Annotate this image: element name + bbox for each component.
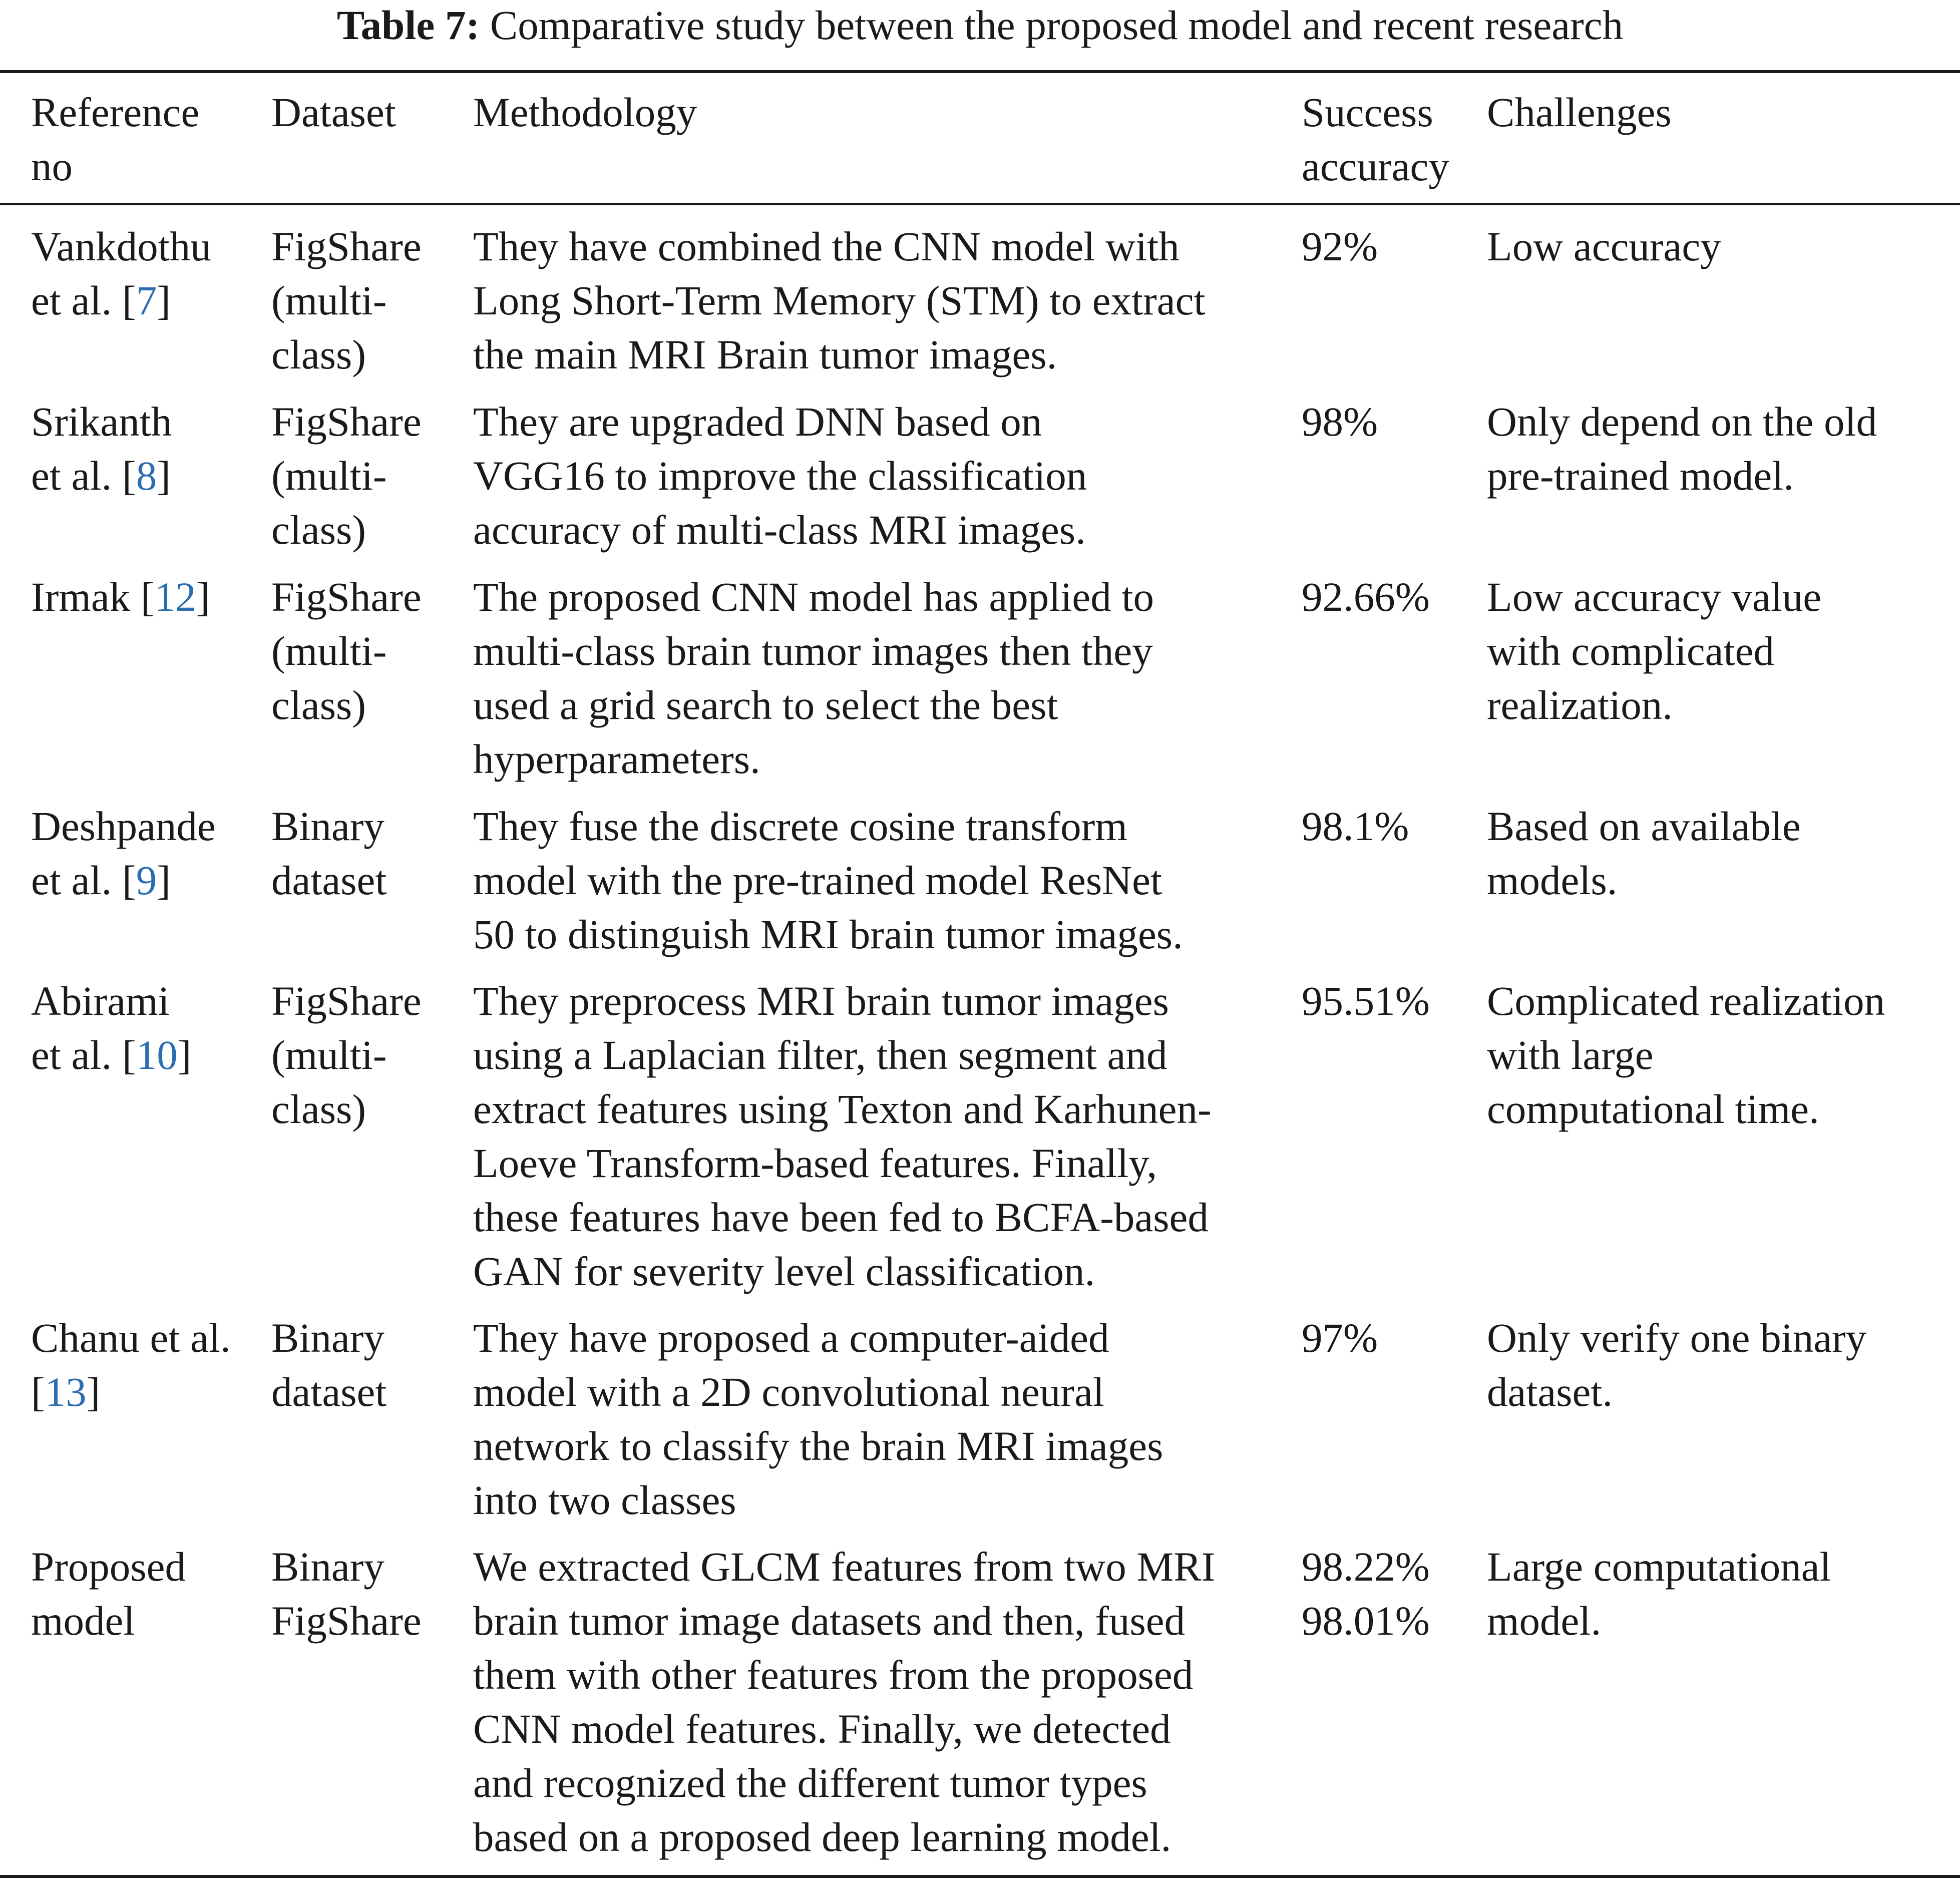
- reference-text: ]: [86, 1369, 101, 1415]
- table-caption: [0, 0, 1960, 50]
- cell-reference: [31, 570, 266, 624]
- cell-dataset: FigShare (multi- class): [271, 978, 422, 1132]
- reference-text: ]: [157, 277, 171, 323]
- cell-challenges: Low accuracy: [1487, 223, 1721, 269]
- cell-challenges: Complicated realization with large computational time.: [1487, 978, 1885, 1132]
- citation-link[interactable]: 13: [45, 1369, 87, 1415]
- header-reference: Reference no: [31, 89, 200, 189]
- reference-text: Irmak [: [31, 574, 155, 620]
- reference-text: ]: [177, 1032, 192, 1078]
- cell-dataset: FigShare (multi- class): [271, 223, 422, 378]
- cell-dataset: Binary FigShare: [271, 1544, 422, 1644]
- cell-dataset: FigShare (multi- class): [271, 399, 422, 553]
- cell-methodology: They have proposed a computer-aided model with a 2D convolutional neural network to classify the brain MRI images into two classes: [473, 1315, 1163, 1523]
- table-header-rule: [0, 203, 1960, 205]
- table-top-rule: [0, 70, 1960, 73]
- reference-text: Vankdothu et al. [: [31, 223, 211, 323]
- cell-reference: [31, 974, 266, 1082]
- reference-text: Chanu et al. [: [31, 1315, 231, 1415]
- reference-text: Abirami et al. [: [31, 978, 170, 1078]
- cell-challenges: Only verify one binary dataset.: [1487, 1315, 1867, 1415]
- cell-methodology: The proposed CNN model has applied to multi-class brain tumor images then they used a grid search to select the best hyperparameters.: [473, 574, 1154, 782]
- citation-link[interactable]: 12: [154, 574, 196, 620]
- cell-methodology: They have combined the CNN model with Long Short-Term Memory (STM) to extract the main MRI Brain tumor images.: [473, 223, 1206, 378]
- table-caption-label: Table 7:: [336, 2, 480, 48]
- citation-link[interactable]: 8: [136, 453, 157, 499]
- citation-link[interactable]: 10: [136, 1032, 178, 1078]
- cell-reference: [31, 799, 266, 907]
- cell-reference: [31, 1311, 266, 1419]
- cell-accuracy: 98.1%: [1302, 803, 1409, 849]
- cell-dataset: FigShare (multi- class): [271, 574, 422, 728]
- citation-link[interactable]: 9: [136, 857, 157, 903]
- cell-accuracy: 92.66%: [1302, 574, 1430, 620]
- cell-challenges: Based on available models.: [1487, 803, 1801, 903]
- cell-methodology: We extracted GLCM features from two MRI brain tumor image datasets and then, fused them with other features from the proposed CNN model features. Finally, we detected and recognized the different tumor types based on a proposed deep learning model.: [473, 1544, 1216, 1860]
- reference-text: ]: [196, 574, 210, 620]
- table-bottom-rule: [0, 1875, 1960, 1878]
- cell-accuracy: 98%: [1302, 399, 1378, 445]
- cell-accuracy: 92%: [1302, 223, 1378, 269]
- table-caption-text: Comparative study between the proposed model and recent research: [490, 2, 1624, 48]
- reference-text: ]: [157, 857, 171, 903]
- cell-reference: [31, 1540, 266, 1648]
- cell-dataset: Binary dataset: [271, 803, 387, 903]
- cell-methodology: They are upgraded DNN based on VGG16 to improve the classification accuracy of multi-class MRI images.: [473, 399, 1087, 553]
- header-dataset: Dataset: [271, 89, 396, 135]
- cell-challenges: Low accuracy value with complicated realization.: [1487, 574, 1822, 728]
- cell-dataset: Binary dataset: [271, 1315, 387, 1415]
- reference-text: Deshpande et al. [: [31, 803, 216, 903]
- cell-accuracy: 97%: [1302, 1315, 1378, 1361]
- cell-reference: [31, 219, 266, 327]
- reference-text: Proposed model: [31, 1544, 186, 1644]
- reference-text: ]: [157, 453, 171, 499]
- cell-challenges: Only depend on the old pre-trained model.: [1487, 399, 1877, 499]
- reference-text: Srikanth et al. [: [31, 399, 172, 499]
- cell-methodology: They fuse the discrete cosine transform model with the pre-trained model ResNet 50 to distinguish MRI brain tumor images.: [473, 803, 1183, 957]
- cell-methodology: They preprocess MRI brain tumor images using a Laplacian filter, then segment and extract features using Texton and Karhunen- Loeve Transform-based features. Finally, these features have been fed to BCFA-based GAN for severity level classification.: [473, 978, 1212, 1294]
- header-accuracy: Success accuracy: [1302, 89, 1449, 189]
- citation-link[interactable]: 7: [136, 277, 157, 323]
- cell-reference: [31, 395, 266, 503]
- cell-challenges: Large computational model.: [1487, 1544, 1831, 1644]
- cell-accuracy: 98.22% 98.01%: [1302, 1544, 1430, 1644]
- header-challenges: Challenges: [1487, 89, 1672, 135]
- cell-accuracy: 95.51%: [1302, 978, 1430, 1024]
- header-methodology: Methodology: [473, 89, 697, 135]
